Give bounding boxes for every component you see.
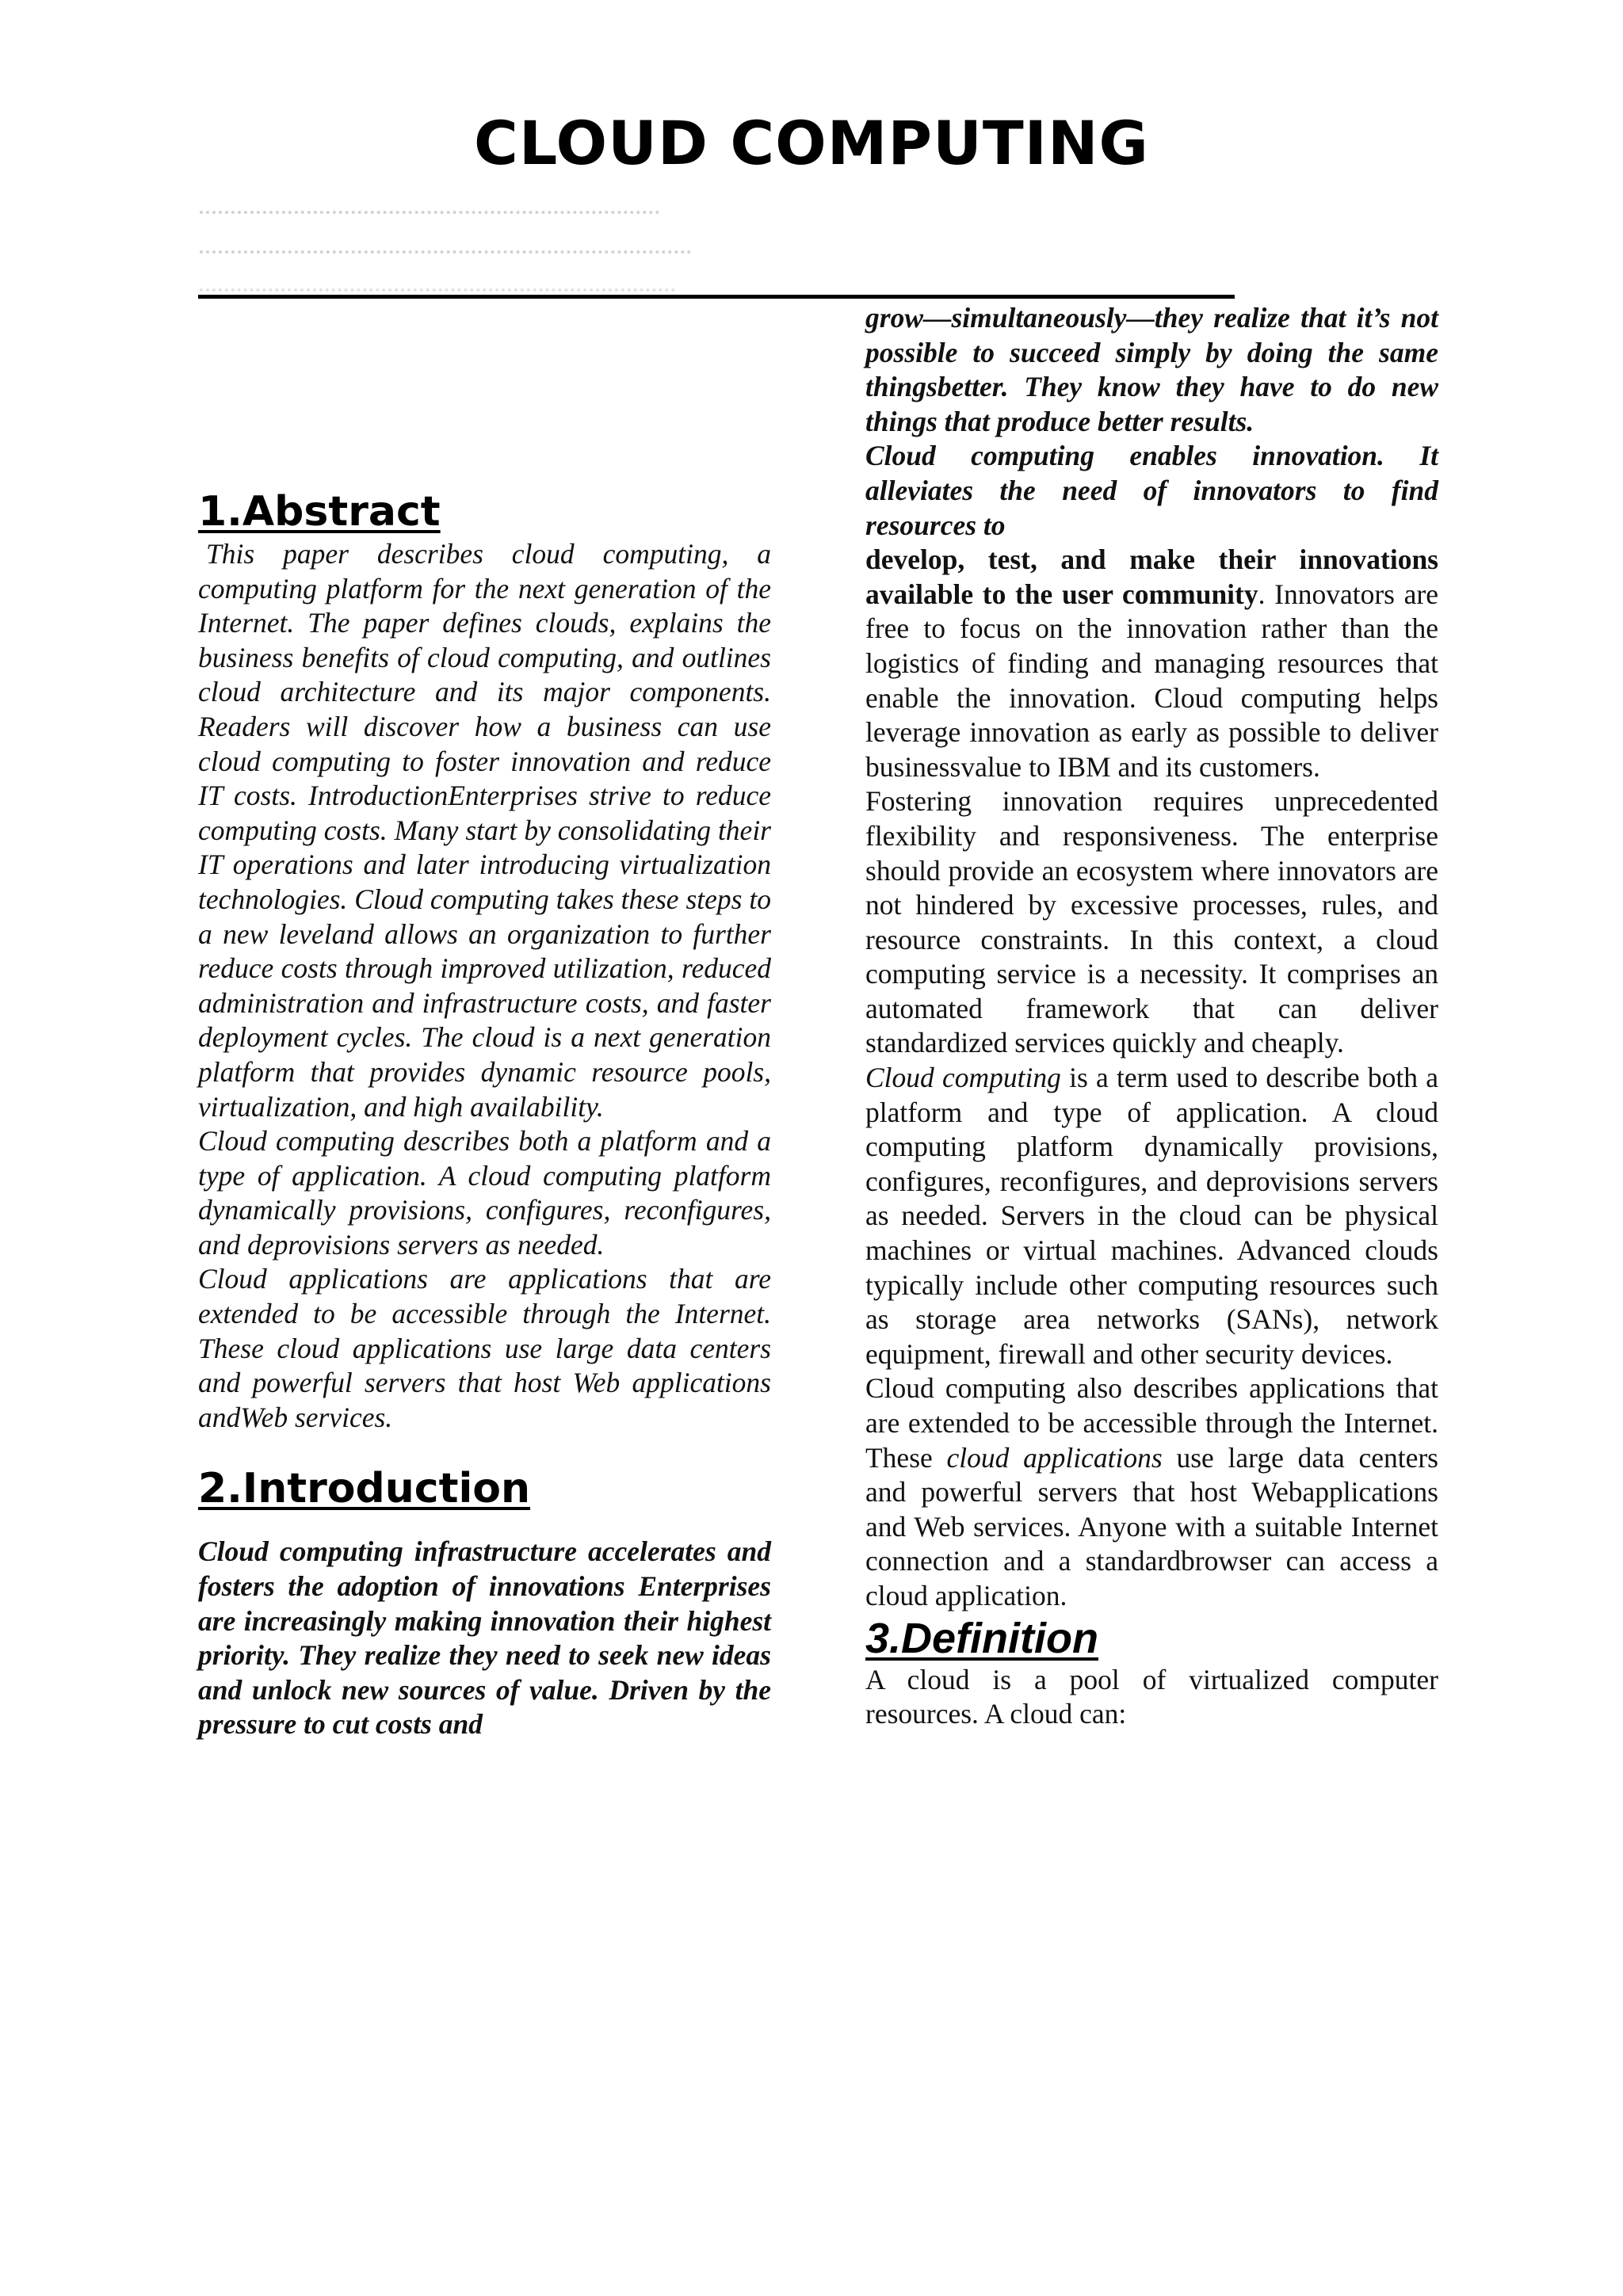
spacer xyxy=(198,301,771,486)
abstract-paragraph: Cloud computing describes both a platform and a type of application. A cloud computing platform dynamically provisions, configures, reconfigures, and deprovisions servers as needed. xyxy=(198,1125,771,1261)
introduction-paragraph-continued: grow—simultaneously—they realize that it’s not possible to succeed simply by doing the same thingsbetter. They know they have to do new things that produce better results. xyxy=(865,302,1438,437)
introduction-paragraph xyxy=(865,439,1438,784)
introduction-paragraph xyxy=(865,1371,1438,1613)
dotted-placeholder-line xyxy=(200,288,675,295)
innovation-bold: develop, test, and make their innovations available to the user community xyxy=(865,543,1438,610)
introduction-paragraph: Cloud computing infrastructure accelerates and fosters the adoption of innovations Enterprises are increasingly making innovation their highest priority. They realize they need to seek new ideas and unlock new sources of value. Driven by the pressure to cut costs and xyxy=(198,1535,771,1741)
left-column xyxy=(198,301,771,1742)
spacer xyxy=(198,1514,771,1535)
introduction-paragraph xyxy=(865,1061,1438,1371)
definition-paragraph: A cloud is a pool of virtualized computer resources. A cloud can: xyxy=(865,1663,1438,1730)
abstract-paragraph: This paper describes cloud computing, a computing platform for the next generation of the Internet. The paper defines clouds, explains the business benefits of cloud computing, and outlines cloud architecture and its major components. Readers will discover how a business can use cloud computing to foster innovation and reduce IT costs. IntroductionEnterprises strive to reduce computing costs. Many start by consolidating their IT operations and later introducing virtualization technologies. Cloud computing takes these steps to a new leveland allows an organization to further reduce costs through improved utilization, reduced administration and infrastructure costs, and faster deployment cycles. The cloud is a next generation platform that provides dynamic resource pools, virtualization, and high availability. xyxy=(198,538,771,1123)
dotted-placeholder-line xyxy=(200,211,659,217)
term-cloud-computing: Cloud computing xyxy=(865,1062,1061,1094)
abstract-paragraph: Cloud applications are applications that are extended to be accessible through the Internet. These cloud applications use large data centers and powerful servers that host Web applications andWeb services. xyxy=(198,1263,771,1433)
introduction-heading: 2.Introduction xyxy=(198,1465,531,1513)
introduction-paragraph: Fostering innovation requires unprecedented flexibility and responsiveness. The enterprise should provide an ecosystem where innovators are not hindered by excessive processes, rules, and resource constraints. In this context, a cloud computing service is a necessity. It comprises an automated framework that can deliver standardized services quickly and cheaply. xyxy=(865,785,1438,1059)
apps-text-a: Cloud computing also describes applications that are extended to be accessible through the Internet. These xyxy=(865,1372,1438,1474)
dotted-placeholder-line xyxy=(200,250,691,257)
apps-text-b: use large data centers and powerful servers that host Webapplications and Web services. Anyone with a suitable Internet connection and a standardbrowser can access a cloud application. xyxy=(865,1441,1438,1611)
paper-title: CLOUD COMPUTING xyxy=(474,108,1149,178)
definition-heading: 3.Definition xyxy=(865,1614,1098,1662)
innovation-lead: Cloud computing enables innovation. It alleviates the need of innovators to find resources to xyxy=(865,440,1438,541)
innovation-rest: . Innovators are free to focus on the innovation rather than the logistics of finding and managing resources that enable the innovation. Cloud computing helps leverage innovation as early as possible to deliver businessvalue to IBM and its customers. xyxy=(865,578,1438,783)
term-description: is a term used to describe both a platform and type of application. A cloud computing platform dynamically provisions, configures, reconfigures, and deprovisions servers as needed. Servers in the cloud can be physical machines or virtual machines. Advanced clouds typically include other computing resources such as storage area networks (SANs), network equipment, firewall and other security devices. xyxy=(865,1062,1438,1370)
header-rule xyxy=(198,295,1235,299)
term-cloud-applications: cloud applications xyxy=(946,1441,1163,1474)
abstract-heading: 1.Abstract xyxy=(198,488,441,536)
right-column xyxy=(865,301,1438,1732)
spacer xyxy=(198,1435,771,1463)
